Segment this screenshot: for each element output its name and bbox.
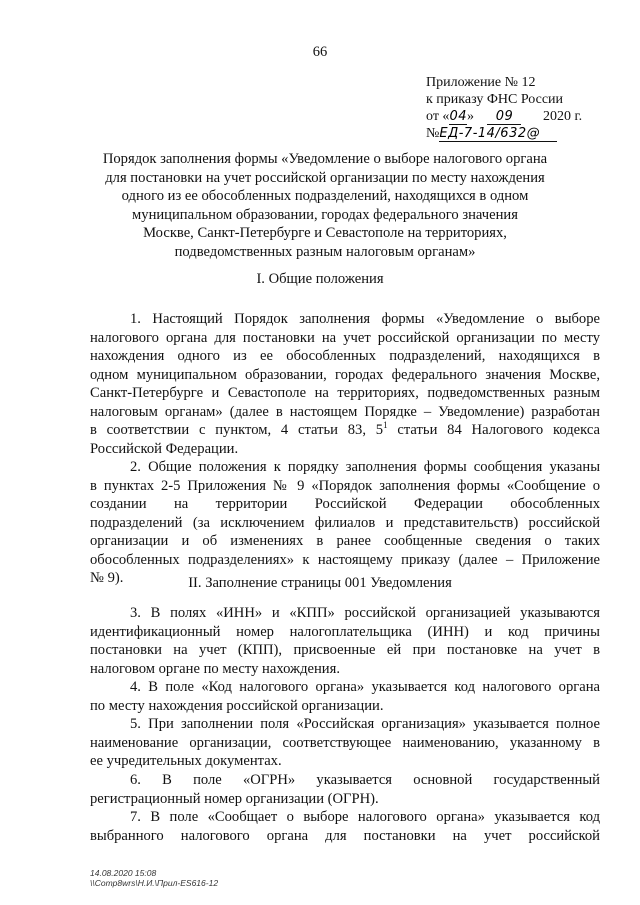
appendix-line-2: к приказу ФНС России: [426, 92, 564, 107]
handwritten-order-number: ЕД-7-14/632@: [439, 127, 557, 142]
appendix-number: №ЕД-7-14/632@: [426, 125, 582, 142]
document-title: Порядок заполнения формы «Уведомление о выборе налогового органа для постановки на учет российской организации по месту нахождения одного из ее обособленных подразделений, находящихся в одном муниципальном образовании, городах федерального значения Москве, Санкт-Петербурге и Севастополе на территориях, подведомственных разным налоговым органам»: [102, 151, 548, 260]
section-heading-2: II. Заполнение страницы 001 Уведомления: [188, 575, 452, 591]
appendix-line-1: Приложение № 12: [426, 75, 536, 90]
paragraph-4: 4. В поле «Код налогового органа» указывается код налогового органа по месту нахождения российской организации.: [90, 679, 600, 714]
paragraph-5: 5. При заполнении поля «Российская организация» указывается полное наименование организации, соответствующее наименованию, указанному в ее учредительных документах.: [90, 716, 600, 769]
paragraph-1: 1. Настоящий Порядок заполнения формы «Уведомление о выборе налогового органа для постановки на учет российской организации по месту нахождения одного из ее обособленных подразделений, находящихся в одном муниципальном образовании, городах федерального значения Москве, Санкт-Петербурге и Севастополе на территориях, подведомственных разным налоговым органам» (далее в настоящем Порядке – Уведомление) разработан в соответствии с пунктом, 4 статьи 83, $5^1$ статьи 84 Налогового кодекса Российской Федерации.: [90, 311, 600, 457]
page-number: 66: [312, 44, 328, 60]
file-footer: 14.08.2020 15:08 \\Comp8wrs\Н.И.\Прил-ES616-12: [90, 868, 219, 888]
date-year: 2020 г.: [542, 109, 583, 124]
paragraph-3: 3. В полях «ИНН» и «КПП» российской организацией указываются идентификационный номер налогоплательщика (ИНН) и код причины постановки на учет (КПП), присвоенные ей при постановке на учет в налоговом органе по месту нахождения.: [90, 605, 600, 677]
paragraph-2: 2. Общие положения к порядку заполнения формы сообщения указаны в пунктах 2-5 Приложения № 9 «Порядок заполнения формы «Сообщение о создании на территории Российской Федерации обособленных подразделений (за исключением филиалов и представительств) российской организации и об изменениях в ранее сообщенные сведения о таких обособленных подразделениях» к настоящему приказу (далее – Приложение № 9).: [90, 459, 600, 586]
appendix-header: [426, 74, 582, 142]
section-heading-1: I. Общие положения: [256, 271, 384, 287]
handwritten-day: 04: [449, 109, 467, 124]
paragraph-6: 6. В поле «ОГРН» указывается основной государственный регистрационный номер организации (ОГРН).: [90, 772, 600, 807]
paragraph-7: 7. В поле «Сообщает о выборе налогового органа» указывается код выбранного налогового органа для постановки на учет российской: [90, 809, 600, 844]
handwritten-month: 09: [487, 110, 521, 125]
appendix-date: от «04» 09 2020 г.: [426, 109, 583, 124]
